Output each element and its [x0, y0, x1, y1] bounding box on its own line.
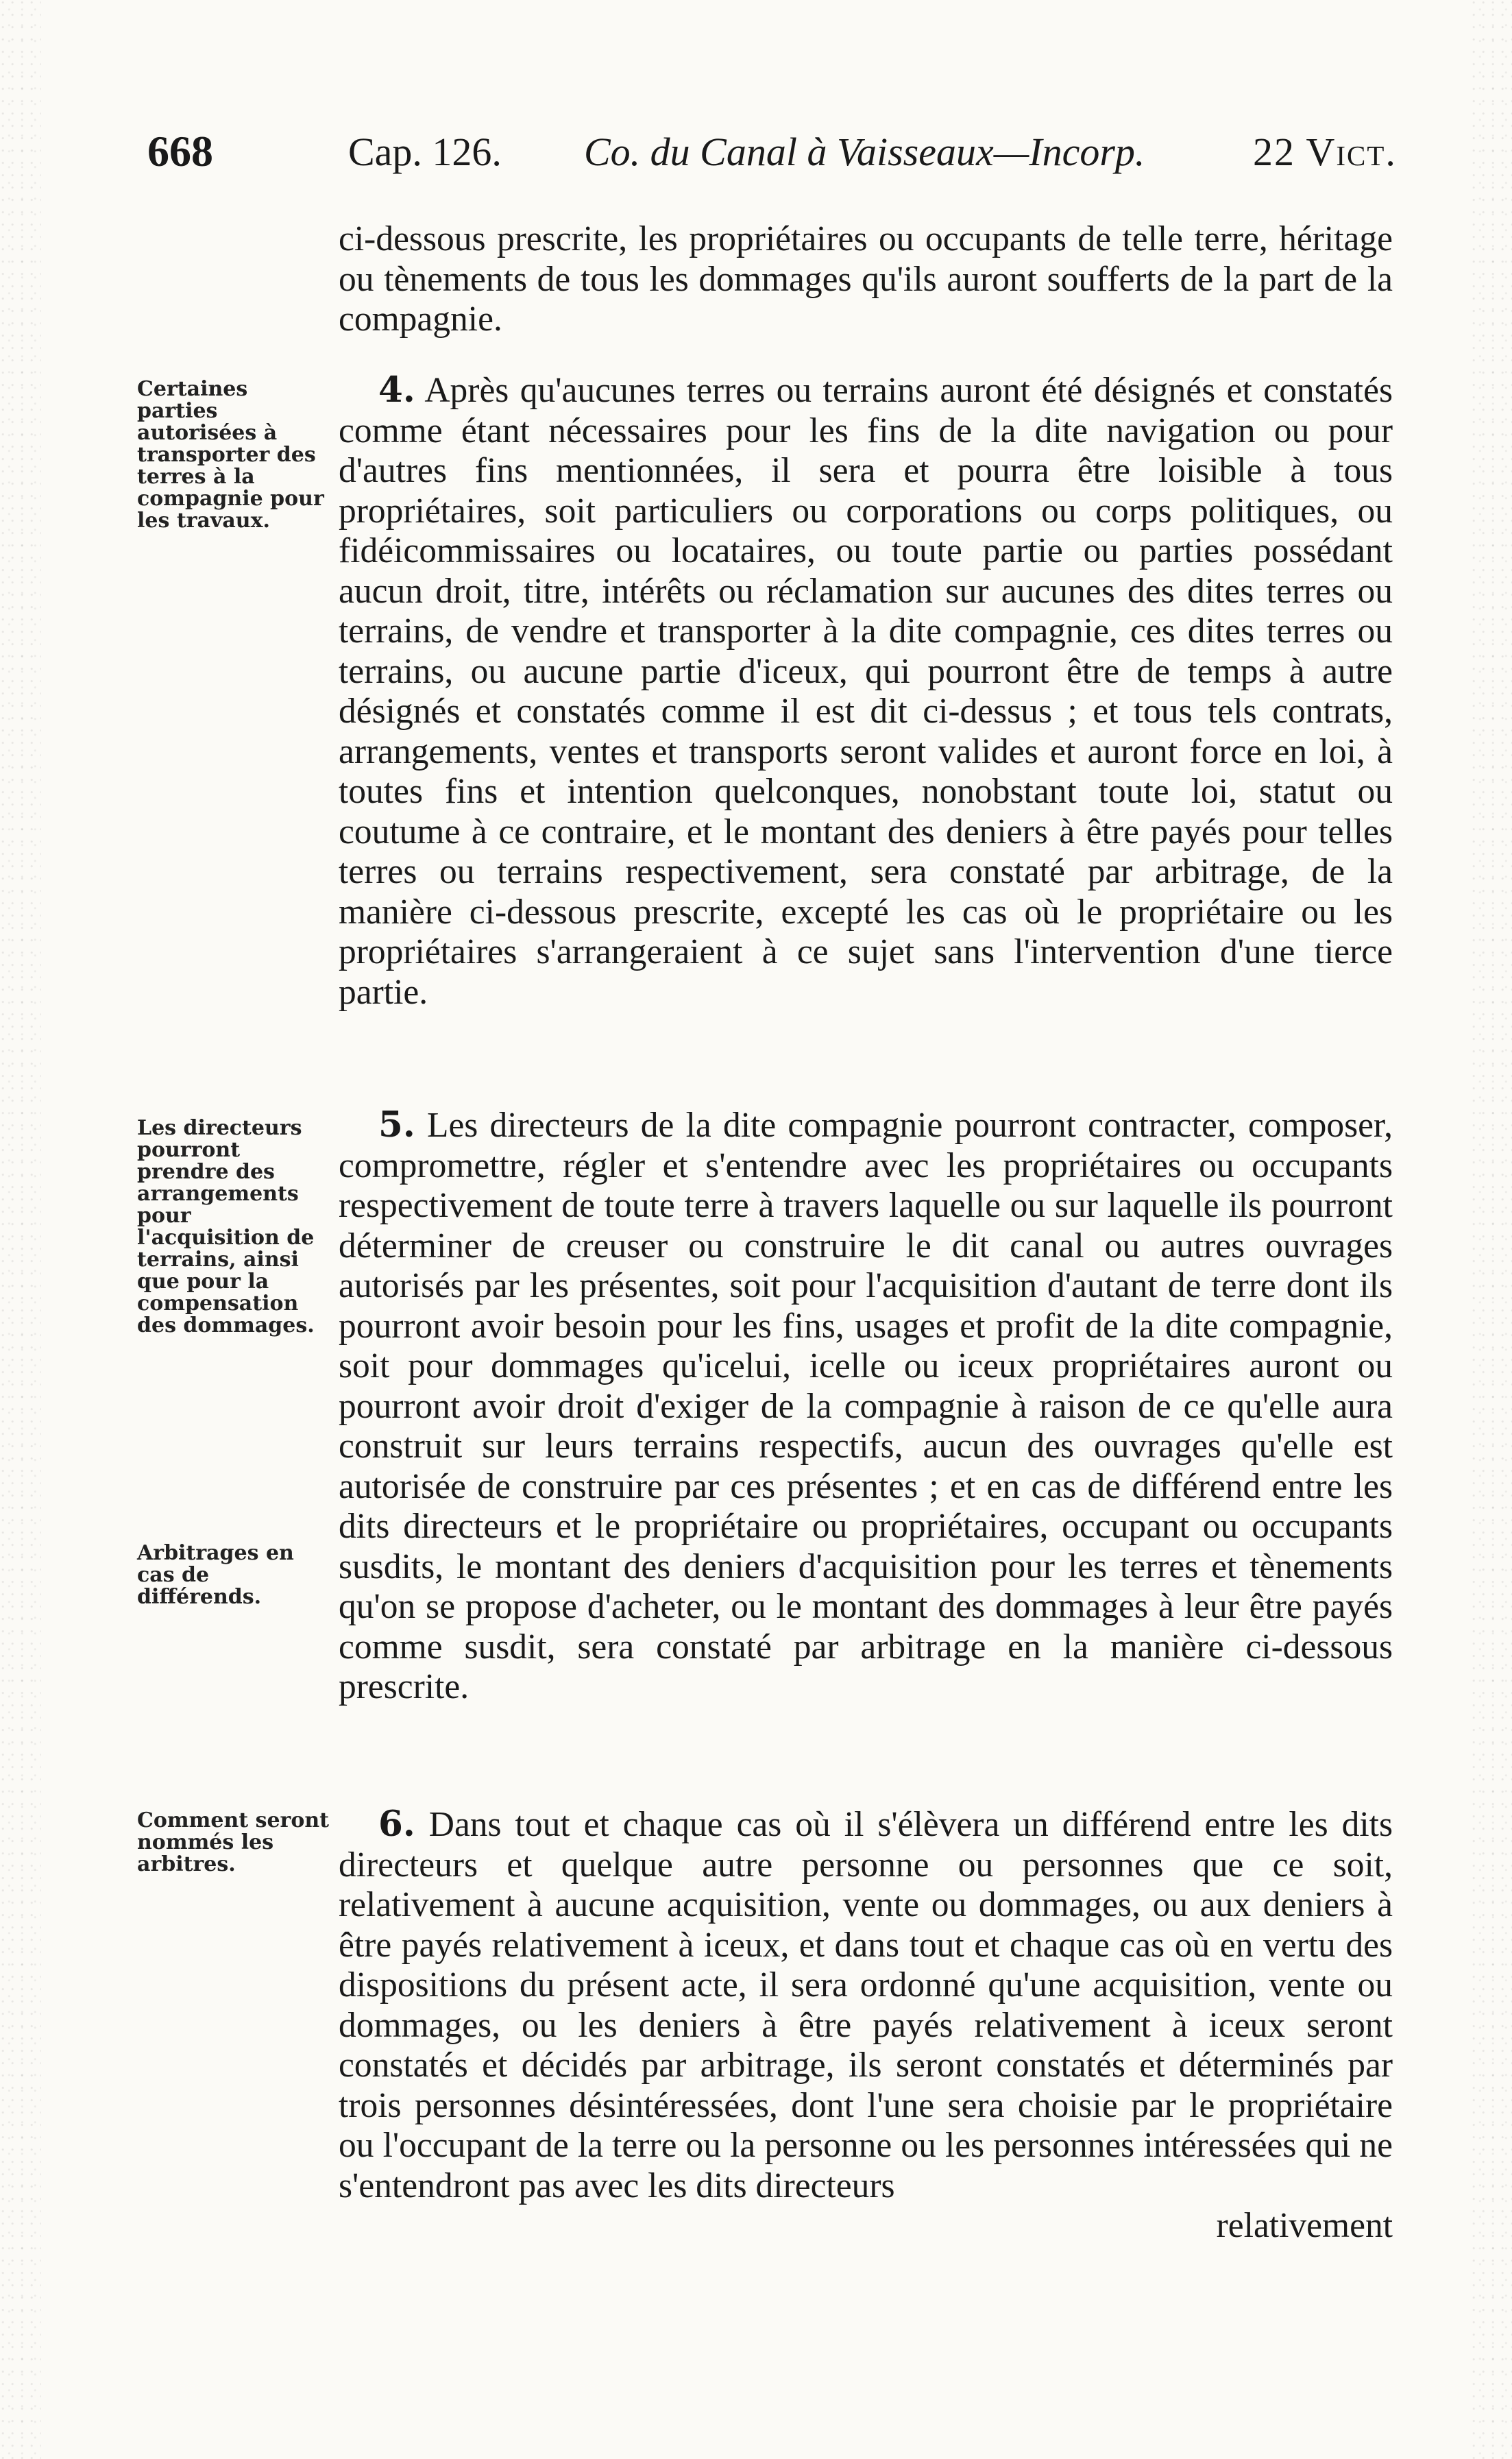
page-number: 668 [147, 127, 213, 175]
section-number: 5. [378, 1104, 415, 1146]
section-5 [339, 1105, 1393, 1708]
section-number: 4. [378, 370, 415, 411]
margin-note: Certaines parties autorisées à transporter des terres à la compagnie pour les travaux. [137, 377, 324, 533]
continuation-paragraph [339, 219, 1393, 340]
page-edge-right [1471, 0, 1512, 2459]
section-text: Dans tout et chaque cas où il s'élèvera un différend entre les dits directeurs et quelque autre personne ou personnes que ce soit, relativement à aucune acquisition, vente ou dommages, ou aux deniers à être payés relativement à iceux, et dans tout et chaque cas où en vertu des dispositions du présent acte, il sera ordonné qu'une acquisition, vente ou dommages, ou les deniers à être payés relativement à iceux seront constatés et décidés par arbitrage, ils seront constatés et déterminés par trois personnes désintéressées, dont l'une sera choisie par le propriétaire ou l'occupant de la terre ou la personne ou les personnes intéressées qui ne s'entendront pas avec les dits directeurs [339, 1805, 1393, 2205]
section-text: Après qu'aucunes terres ou terrains auront été désignés et constatés comme étant nécessaires pour les fins de la dite navigation ou pour d'autres fins mentionnées, il sera et pourra être loisible à tous propriétaires, soit particuliers ou corporations ou corps politiques, ou fidéicommissaires ou locataires, ou toute partie ou parties possédant aucun droit, titre, intérêts ou réclamation sur aucunes des dites terres ou terrains, de vendre et transporter à la dite compagnie, ces dites terres ou terrains, ou aucune partie d'iceux, qui pourront être de temps à autre désignés et constatés comme il est dit ci-dessus ; et tous tels contrats, arrangements, ventes et transports seront valides et auront force en loi, à toutes fins et intention quelconques, nonobstant toute loi, statut ou coutume à ce contraire, et le montant des deniers à être payés pour telles terres ou terrains respectivement, sera constaté par arbitrage, de la manière ci-dessous prescrite, excepté les cas où le propriétaire ou les propriétaires s'arrangeraient à ce sujet sans l'intervention d'une tierce partie. [339, 371, 1393, 1012]
section-6 [339, 1804, 1393, 2246]
margin-note: Comment seront nommés les arbitres. [137, 1808, 330, 1876]
running-title: Co. du Canal à Vaisseaux—Incorp. [584, 130, 1145, 174]
chapter-label: Cap. 126. [348, 130, 502, 174]
section-4 [339, 370, 1393, 1013]
margin-note: Les directeurs pourront prendre des arrangements pour l'acquisition de terrains, ainsi que pour la compensation des dommages. [137, 1116, 315, 1337]
margin-note: Arbitrages en cas de différends. [137, 1541, 294, 1609]
continuation-text: ci-dessous prescrite, les propriétaires ou occupants de telle terre, héritage ou tènements de tous les dommages qu'ils auront soufferts de la part de la compagnie. [339, 219, 1393, 339]
catchword: relativement [1216, 2206, 1393, 2245]
page-edge-left [0, 0, 41, 2459]
section-paragraph [339, 1105, 1393, 1708]
section-text: Les directeurs de la dite compagnie pourront contracter, composer, compromettre, régler et s'entendre avec les propriétaires ou occupants respectivement de toute terre à travers laquelle ou sur laquelle ils pourront déterminer de creuser ou construire le dit canal ou autres ouvrages autorisés par les présentes, soit pour l'acquisition d'autant de terre dont ils pourront avoir besoin pour les fins, usages et profit de la dite compagnie, soit pour dommages qu'icelui, icelle ou iceux propriétaires auront ou pourront avoir droit d'exiger de la compagnie à raison de ce qu'elle aura construit sur leurs terrains respectifs, aucun des ouvrages qu'elle est autorisée de construire par ces présentes ; et en cas de différend entre les dits directeurs et le propriétaire ou propriétaires, occupant ou occupants susdits, le montant des deniers d'acquisition pour les terres et tènements qu'on se propose d'acheter, ou le montant des dommages à leur être payés comme susdit, sera constaté par arbitrage en la manière ci-dessous prescrite. [339, 1106, 1393, 1706]
regnal-year: 22 Vict. [1253, 130, 1397, 174]
section-number: 6. [378, 1804, 415, 1845]
section-paragraph [339, 370, 1393, 1013]
section-paragraph [339, 1804, 1393, 2206]
